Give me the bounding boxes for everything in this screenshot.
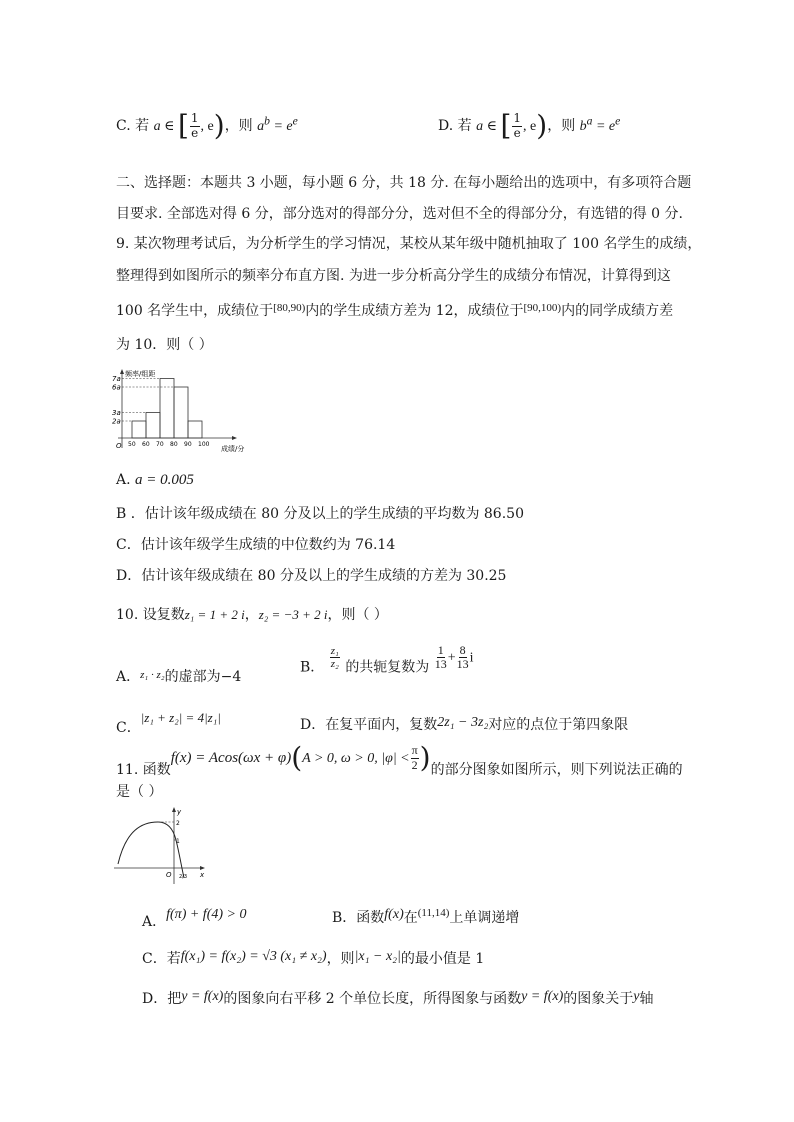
graph-y-label: y (177, 808, 182, 816)
q9-line1: 9. 某次物理考试后，为分析学生的学习情况，某校从某年级中随机抽取了 100 名学生的成绩， (116, 236, 702, 252)
q10-option-a: A．$^{z_1 \cdot z_2}$的虚部为−4 (116, 669, 242, 685)
histogram-y-label: 频率/组距 (125, 370, 156, 378)
q10-stem: 10. 设复数z₁ = 1 + 2 i，z₂ = −3 + 2 i，则（ ） (116, 607, 388, 623)
q10-z1: z₁ = 1 + 2 i (184, 607, 245, 622)
q9-option-d: D．估计该年级成绩在 80 分及以上的学生成绩的方差为 30.25 (116, 568, 507, 584)
q10-option-b: B． $\frac{\text{z₁}}{\text{z₂}}$ 的共轭复数为 $\frac{1}{13}$ + $\frac{8}{13}$ i (300, 643, 474, 676)
q9-interval-90-100: [90,100) (523, 302, 562, 314)
q11-option-d: D．把y = f(x)的图象向右平移 2 个单位长度，所得图象与函数y = f(x)的图象关于y轴 (142, 989, 654, 1007)
q9-line3: 100 名学生中，成绩位于$^{[80,90)}$内的学生成绩方差为 12，成绩位于$^{[90,100)}$内的同学成绩方差 (116, 302, 674, 319)
q10-option-c: C．|z₁ + z₂| = 4|z₁| (116, 710, 221, 736)
q8-option-c-result: $a^b = e^e$ (257, 114, 298, 134)
q9-option-a-math: a = 0.005 (135, 472, 194, 488)
q11-option-b: B．函数f(x)在$^{(11,14)}$上单调递增 (332, 907, 520, 926)
histogram-bar-[80,90) (174, 387, 188, 438)
graph-xtick: 2/3 (179, 874, 188, 880)
q8-option-c: C. 若 a ∈ [ $\frac{1}{e}$ , e)，则 $a^b = e^e$ (116, 109, 298, 142)
q8-option-d-label: D. 若 (438, 118, 472, 134)
histogram-xtick-80: 80 (170, 441, 178, 448)
q9-option-b: B ．估计该年级成绩在 80 分及以上的学生成绩的平均数为 86.50 (116, 506, 524, 522)
q11-function: f(x) = Acos(ωx + φ) (170, 750, 292, 766)
histogram-ytick-7a: 7a (112, 375, 121, 383)
q11-option-c: C．若f(x₁) = f(x₂) = √3 (x₁ ≠ x₂)，则|x₁ − x₂|的最小值是 1 (142, 949, 485, 967)
graph-x-label: x (200, 871, 205, 879)
histogram-bar-[90,100) (188, 421, 202, 438)
histogram-bar-[60,70) (146, 413, 160, 439)
q9-interval-80-90: [80,90) (273, 302, 306, 314)
histogram-x-label: 成绩/分 (221, 445, 245, 453)
histogram-bar-[50,60) (132, 421, 146, 438)
q11-line2: 是（ ） (116, 784, 163, 800)
q8-option-c-label: C. 若 (116, 118, 150, 134)
q8-option-d: D. 若 a ∈ [ $\frac{1}{e}$ , e)，则 $b^a = e^e$ (438, 109, 621, 142)
graph-origin: O (166, 871, 172, 879)
histogram-bar-[70,80) (160, 379, 174, 439)
q9-option-c: C．估计该年级学生成绩的中位数约为 76.14 (116, 537, 396, 553)
histogram-xtick-100: 100 (198, 441, 210, 448)
histogram-xtick-90: 90 (184, 441, 192, 448)
q10-z2: z₂ = −3 + 2 i (258, 607, 328, 622)
histogram-ytick-3a: 3a (112, 409, 121, 417)
histogram-origin: O (116, 442, 122, 450)
q8-option-d-result: $b^a = e^e$ (579, 114, 621, 134)
q11-option-a: A．f(π) + f(4) > 0 (142, 907, 247, 930)
q11-stem: 11. 函数f(x) = Acos(ωx + φ)(A > 0, ω > 0, |φ| < $\frac{\pi}{2}$ )的部分图象如图所示，则下列说法正确的 (116, 741, 683, 778)
q9-line2: 整理得到如图所示的频率分布直方图. 为进一步分析高分学生的成绩分布情况，计算得到这 (116, 268, 671, 284)
q10-option-b-fraction: $\frac{\text{z₁}}{\text{z₂}}$ (330, 645, 339, 671)
q9-option-a: A. a = 0.005 (116, 472, 194, 488)
graph-ytick-2: 2 (176, 820, 180, 827)
q10-option-d: D．在复平面内，复数2z₁ − 3z₂对应的点位于第四象限 (300, 715, 629, 733)
histogram-xtick-70: 70 (156, 441, 164, 448)
q9-line4: 为 10．则（ ） (116, 337, 213, 353)
histogram-xtick-60: 60 (142, 441, 150, 448)
graph-ytick-1: 1 (176, 838, 180, 845)
q8-option-d-suffix: ，则 (547, 118, 576, 134)
frequency-histogram (110, 366, 250, 456)
cosine-graph (112, 806, 212, 886)
section2-line2: 目要求. 全部选对得 6 分，部分选对的得部分分，选对但不全的得部分分，有选错的得 0 分. (116, 206, 683, 222)
histogram-xtick-50: 50 (128, 441, 136, 448)
q8-option-c-suffix: ，则 (224, 118, 253, 134)
histogram-ytick-6a: 6a (112, 383, 121, 392)
histogram-ytick-2a: 2a (112, 417, 121, 426)
section2-line1: 二、选择题：本题共 3 小题，每小题 6 分，共 18 分. 在每小题给出的选项中，有多项符合题 (116, 175, 692, 191)
